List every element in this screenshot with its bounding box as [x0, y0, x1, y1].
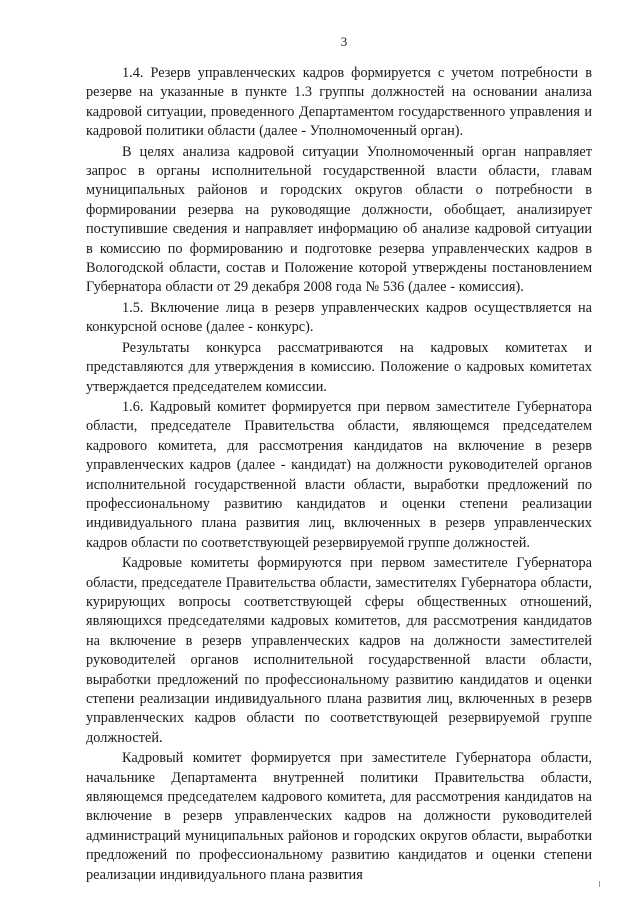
paragraph-1-5: 1.5. Включение лица в резерв управленческих кадров осуществляется на конкурсной основе (далее - конкурс). [86, 299, 592, 336]
paragraph-committees: Кадровые комитеты формируются при первом заместителе Губернатора области, председателе Правительства области, заместителях Губернатора области, курирующих вопросы соответствующей сферы общественных отношений, являющихся председателями кадровых комитетов, для рассмотрения кандидатов на включение в резерв управленческих кадров на должности заместителей руководителей органов исполнительной государственной власти области, выработки предложений по профессиональному развитию кандидатов и оценки степени реализации индивидуального плана развития лиц, включенных в резерв управленческих кадров области по соответствующей резервируемой группе должностей. [86, 555, 592, 746]
paragraph-1-6: 1.6. Кадровый комитет формируется при первом заместителе Губернатора области, председателе Правительства области, являющемся председателем кадрового комитета, для рассмотрения кандидатов на включение в резерв управленческих кадров (далее - кандидат) на должности руководителей органов исполнительной государственной власти области, выработки предложений по профессиональному развитию кандидатов и оценки степени реализации индивидуального плана развития лиц, включенных в резерв управленческих кадров области по соответствующей резервируемой группе должностей. [86, 398, 592, 551]
paragraph-analysis: В целях анализа кадровой ситуации Уполномоченный орган направляет запрос в органы исполнительной государственной власти области, главам муниципальных районов и городских округов области о потребности в формировании резерва на руководящие должности, обобщает, анализирует поступившие сведения и направляет информацию об анализе кадровой ситуации в комиссию по формированию и подготовке резерва управленческих кадров в Вологодской области, состав и Положение которой утверждены постановлением Губернатора области от 29 декабря 2008 года № 536 (далее - комиссия). [86, 143, 592, 296]
page-number: 3 [340, 34, 348, 49]
scan-edge-mark [599, 881, 600, 887]
paragraph-1-4: 1.4. Резерв управленческих кадров формируется с учетом потребности в резерве на указанные в пункте 1.3 группы должностей на основании анализа кадровой ситуации, проведенного Департаментом государственного управления и кадровой политики области (далее - Уполномоченный орган). [86, 65, 592, 140]
paragraph-results: Результаты конкурса рассматриваются на кадровых комитетах и представляются для утверждения в комиссию. Положение о кадровых комитетах утверждается председателем комиссии. [86, 339, 592, 395]
paragraph-internal-policy-committee: Кадровый комитет формируется при заместителе Губернатора области, начальнике Департамента внутренней политики Правительства области, являющемся председателем кадрового комитета, для рассмотрения кандидатов на включение в резерв управленческих кадров на должности руководителей администраций муниципальных районов и городских округов области, выработки предложений по профессиональному развитию кандидатов и оценки степени реализации индивидуального плана развития [86, 750, 592, 883]
